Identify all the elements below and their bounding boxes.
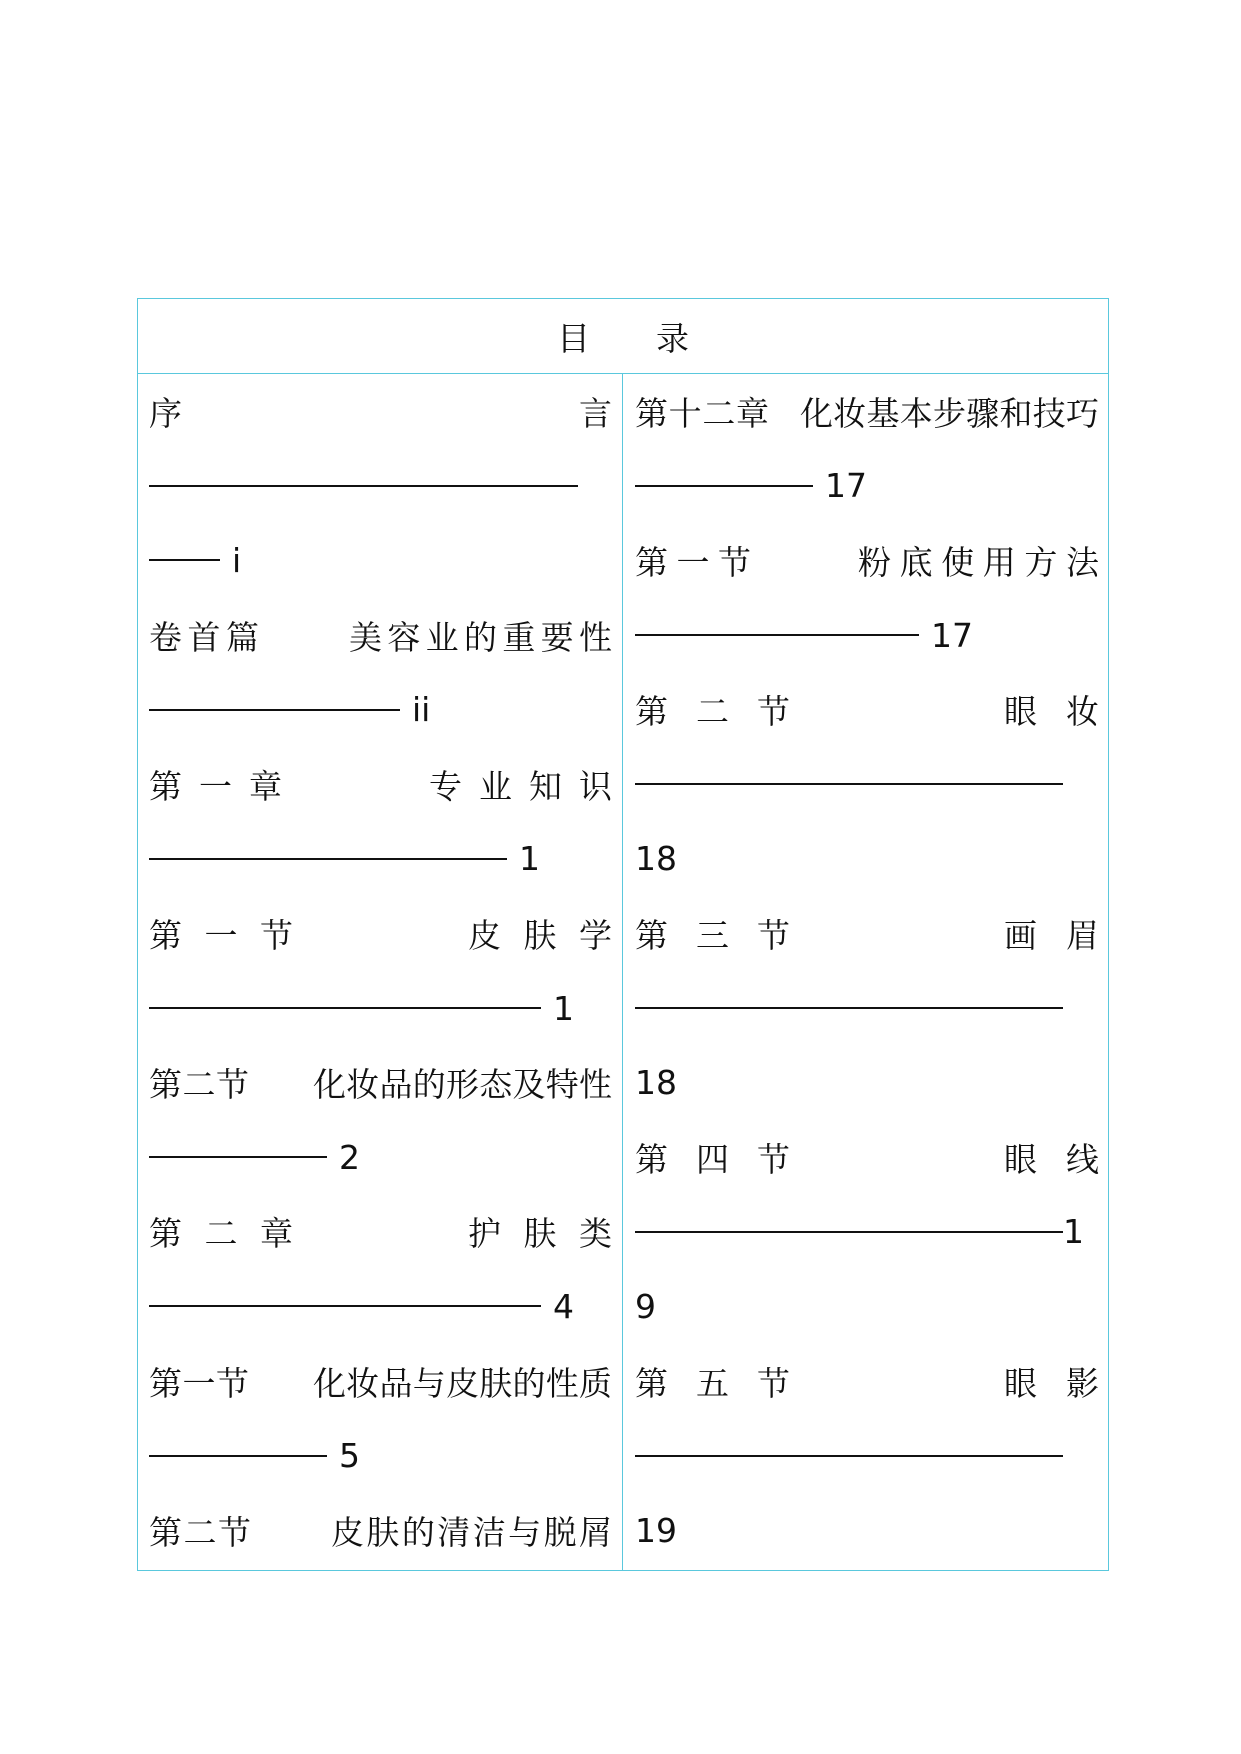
toc-entry-label: 第一节 — [635, 542, 751, 582]
page-number: 18 — [635, 839, 677, 879]
page-number-row — [635, 1493, 1099, 1568]
page-number: 17 — [931, 615, 973, 655]
toc-entry-line — [149, 1195, 612, 1270]
leader-line — [149, 485, 578, 487]
leader-line-row — [149, 971, 612, 1046]
page-number: i — [232, 540, 242, 580]
toc-entry-line — [149, 598, 612, 673]
toc-entry-line — [149, 1045, 612, 1120]
leader-line-row — [635, 971, 1099, 1046]
toc-entry-title: 皮肤的清洁与脱屑 — [331, 1512, 612, 1552]
toc-entry-label: 第一章 — [149, 766, 282, 806]
leader-line — [149, 858, 507, 860]
toc-entry-title: 化妆品与皮肤的性质 — [313, 1363, 612, 1403]
page-number: 1 — [519, 839, 540, 879]
toc-body — [138, 374, 1108, 1570]
page-number: 2 — [339, 1137, 360, 1177]
leader-line-row — [635, 598, 1099, 673]
toc-entry-label: 第一节 — [149, 1363, 249, 1403]
toc-entry-title: 言 — [579, 393, 612, 433]
toc-entry-line — [635, 1344, 1099, 1419]
leader-line-row — [635, 1195, 1099, 1270]
page-number-row — [635, 822, 1099, 897]
toc-entry-title: 专业知识 — [429, 766, 612, 806]
leader-line-row — [149, 672, 612, 747]
toc-entry-title: 眼线 — [1004, 1139, 1099, 1179]
leader-line — [635, 1007, 1063, 1009]
toc-entry-line — [635, 896, 1099, 971]
page-number: ii — [412, 690, 431, 730]
leader-line-row — [149, 1269, 612, 1344]
toc-entry-line — [635, 523, 1099, 598]
page-number-row — [635, 1269, 1099, 1344]
page-number-part: 9 — [635, 1286, 656, 1326]
page-number: 1 — [553, 988, 574, 1028]
toc-column-left — [138, 374, 623, 1570]
leader-line — [635, 1231, 1063, 1233]
toc-entry-line — [149, 1493, 612, 1568]
leader-line-row — [149, 449, 612, 524]
page-number: 5 — [339, 1436, 360, 1476]
toc-entry-title: 粉底使用方法 — [858, 542, 1099, 582]
page-number-row — [635, 1045, 1099, 1120]
toc-entry-label: 序 — [149, 393, 182, 433]
leader-line-row — [149, 523, 612, 598]
toc-entry-label: 第四节 — [635, 1139, 790, 1179]
toc-entry-title: 美容业的重要性 — [349, 617, 612, 657]
leader-line — [149, 1305, 541, 1307]
toc-entry-line — [149, 747, 612, 822]
leader-line — [149, 559, 220, 561]
toc-entry-title: 化妆基本步骤和技巧 — [800, 393, 1099, 433]
toc-entry-label: 第十二章 — [635, 393, 769, 433]
page-number: 4 — [553, 1286, 574, 1326]
toc-entry-label: 第五节 — [635, 1363, 790, 1403]
toc-entry-label: 卷首篇 — [149, 617, 259, 657]
page-number: 19 — [635, 1510, 677, 1550]
leader-line — [635, 485, 813, 487]
toc-entry-line — [149, 374, 612, 449]
leader-line — [149, 709, 400, 711]
toc-entry-label: 第二节 — [149, 1065, 249, 1105]
page-number-part: 1 — [1063, 1212, 1084, 1252]
page-number: 18 — [635, 1063, 677, 1103]
toc-entry-title: 护肤类 — [468, 1214, 612, 1254]
leader-line-row — [149, 1418, 612, 1493]
leader-line-row — [635, 1418, 1099, 1493]
leader-line-row — [635, 449, 1099, 524]
toc-entry-label: 第二节 — [635, 692, 790, 732]
toc-column-right — [623, 374, 1108, 1570]
toc-entry-label: 第二章 — [149, 1214, 293, 1254]
leader-line — [635, 783, 1063, 785]
toc-entry-line — [635, 1120, 1099, 1195]
leader-line-row — [149, 1120, 612, 1195]
toc-entry-title: 眼妆 — [1004, 692, 1099, 732]
toc-entry-line — [149, 896, 612, 971]
toc-entry-label: 第一节 — [149, 915, 293, 955]
toc-entry-title: 化妆品的形态及特性 — [313, 1065, 612, 1105]
toc-entry-line — [149, 1344, 612, 1419]
page-number: 17 — [825, 466, 867, 506]
leader-line — [635, 1455, 1063, 1457]
leader-line — [635, 634, 919, 636]
toc-entry-title: 画眉 — [1004, 915, 1099, 955]
toc-entry-label: 第三节 — [635, 915, 790, 955]
toc-entry-label: 第二节 — [149, 1512, 251, 1552]
toc-entry-line — [635, 672, 1099, 747]
toc-title: 目 录 — [138, 299, 1108, 374]
leader-line-row — [635, 747, 1099, 822]
toc-entry-line — [635, 374, 1099, 449]
leader-line — [149, 1156, 327, 1158]
toc-entry-title: 眼影 — [1004, 1363, 1099, 1403]
toc-table — [137, 298, 1109, 1571]
leader-line — [149, 1007, 541, 1009]
leader-line-row — [149, 822, 612, 897]
toc-entry-title: 皮肤学 — [468, 915, 612, 955]
leader-line — [149, 1455, 327, 1457]
